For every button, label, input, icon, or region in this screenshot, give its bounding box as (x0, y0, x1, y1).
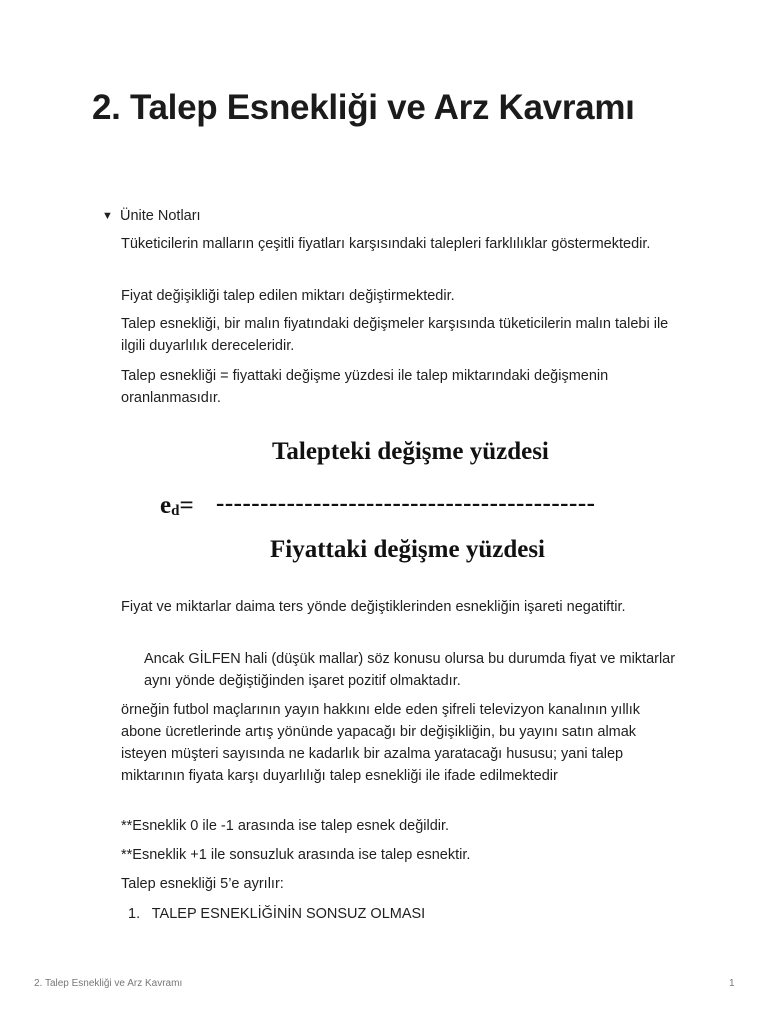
formula-fraction-line: ------------------------------------------- (216, 490, 596, 517)
list-item-number: 1. (128, 906, 141, 922)
paragraph-6-indented: Ancak GİLFEN hali (düşük mallar) söz konusu olursa bu durumda fiyat ve miktarlar aynı yönde değiştiğinden işaret pozitif olmaktadır. (144, 651, 676, 689)
elasticity-formula-image (160, 438, 650, 568)
footer-doc-title: 2. Talep Esnekliği ve Arz Kavramı (34, 978, 183, 989)
paragraph-3: Talep esnekliği, bir malın fiyatındaki değişmeler karşısında tüketicilerin malın talebi ile ilgili duyarlılık dereceleridir. (121, 316, 669, 354)
formula-numerator: Talepteki değişme yüzdesi (272, 438, 549, 465)
formula-denominator: Fiyattaki değişme yüzdesi (270, 536, 545, 563)
paragraph-9: **Esneklik +1 ile sonsuzluk arasında ise talep esnektir. (121, 847, 471, 863)
formula-lhs: $e_d=$ (160, 492, 194, 519)
paragraph-8: **Esneklik 0 ile -1 arasında ise talep esnek değildir. (121, 818, 450, 834)
paragraph-4: Talep esnekliği = fiyattaki değişme yüzdesi ile talep miktarındaki değişmenin oranlanmasıdır. (121, 368, 609, 406)
triangle-down-icon[interactable]: ▼ (102, 210, 113, 222)
list-item (128, 903, 425, 925)
paragraph-1: Tüketicilerin malların çeşitli fiyatları karşısındaki talepleri farklılıklar göstermektedir. (121, 236, 651, 252)
paragraph-10: Talep esnekliği 5’e ayrılır: (121, 876, 284, 892)
toggle-label: Ünite Notları (120, 208, 201, 224)
footer-page-number: 1 (729, 978, 735, 989)
list-item-text: TALEP ESNEKLİĞİNİN SONSUZ OLMASI (151, 906, 426, 922)
paragraph-5: Fiyat ve miktarlar daima ters yönde değiştiklerinden esnekliğin işareti negatiftir. (121, 599, 626, 615)
page-title: 2. Talep Esnekliği ve Arz Kavramı (92, 88, 635, 127)
unite-notlari-toggle[interactable] (102, 206, 201, 226)
paragraph-2: Fiyat değişikliği talep edilen miktarı değiştirmektedir. (121, 288, 455, 304)
paragraph-7: örneğin futbol maçlarının yayın hakkını elde eden şifreli televizyon kanalının yıllık abone ücretlerinde artış yönünde yapacağı bir değişikliğin, bu yayını satın almak isteyen müşteri sayısında ne kadarlık bir azalma yaratacağı hususu; yani talep miktarının fiyata karşı duyarlılığı talep esnekliği ile ifade edilmektedir (121, 702, 641, 784)
